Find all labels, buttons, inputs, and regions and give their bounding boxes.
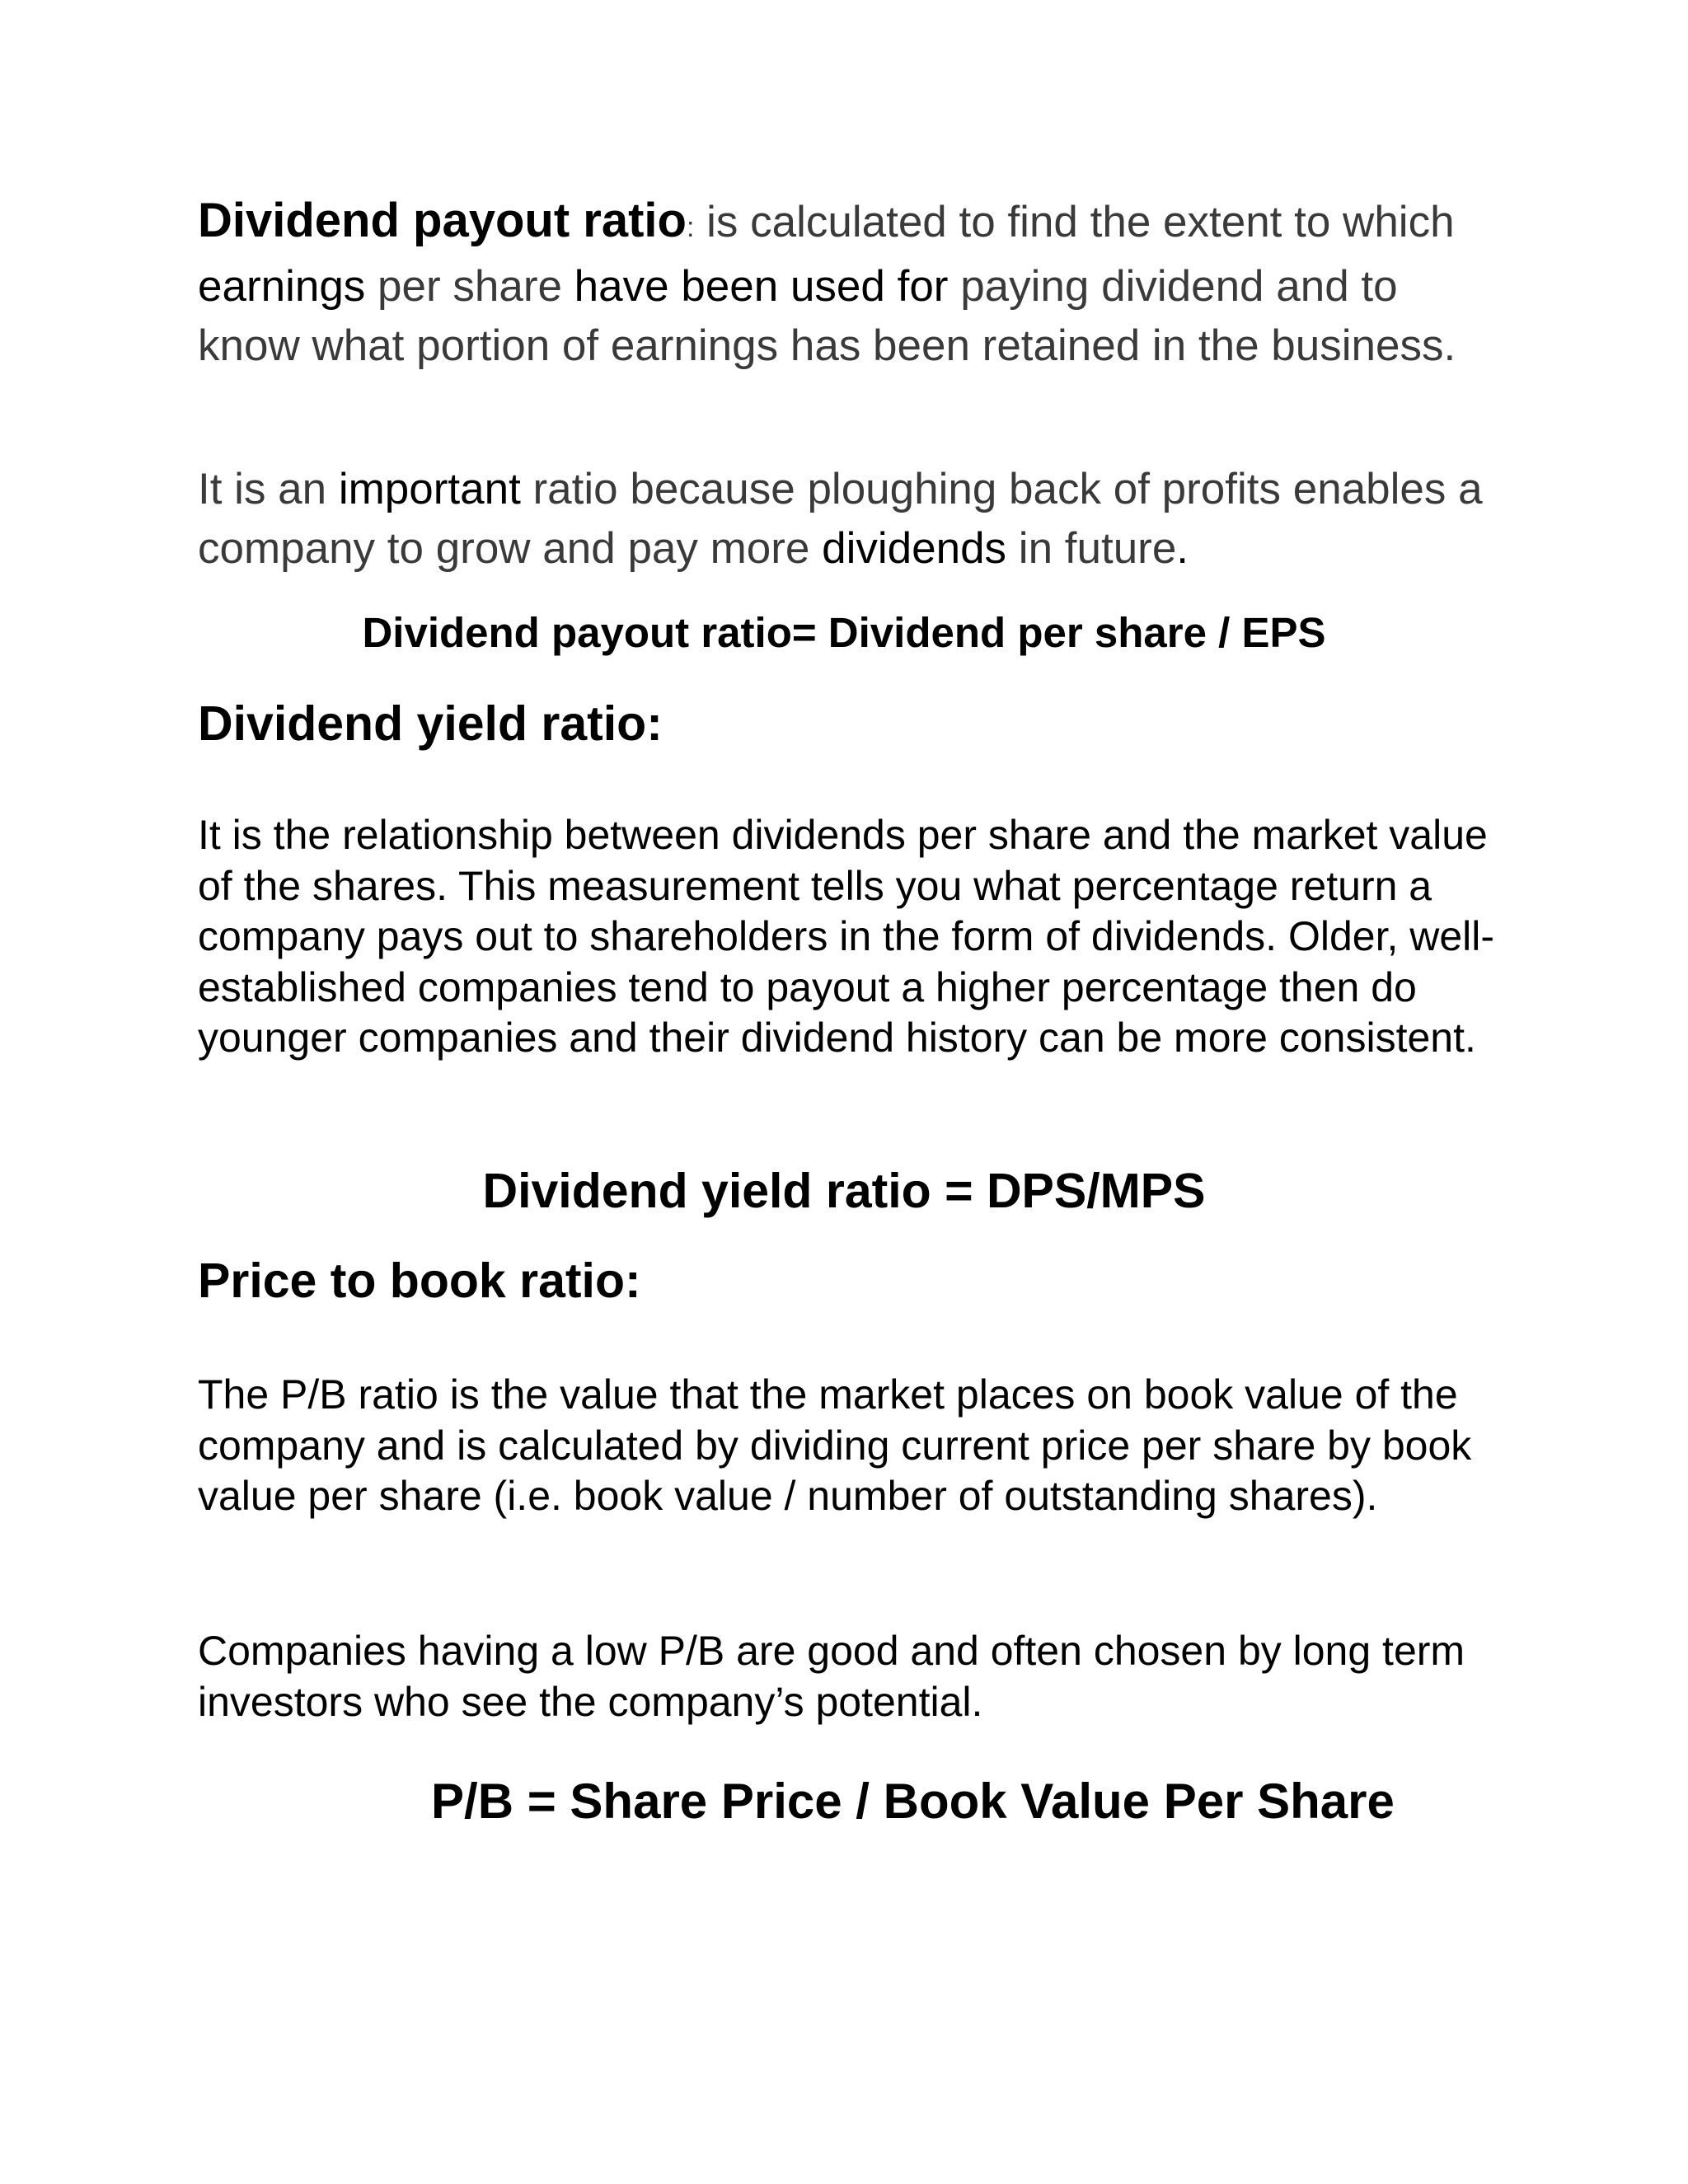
- importance-text-dark: .: [1176, 524, 1189, 573]
- importance-text: in future: [1006, 524, 1177, 573]
- definition-text: is calculated to find the extent to which: [694, 198, 1455, 246]
- definition-text: per share: [365, 262, 574, 311]
- importance-text: ratio because ploughing back of profits enables a company to grow and pay more: [198, 465, 1483, 573]
- price-to-book-formula: P/B = Share Price / Book Value Per Share: [431, 1774, 1395, 1829]
- definition-text: paying dividend and to know what portion of earnings has been retained in the business.: [198, 262, 1456, 370]
- dividend-payout-term: Dividend payout ratio: [198, 194, 687, 247]
- dividend-payout-formula: Dividend payout ratio= Dividend per share / EPS: [362, 609, 1326, 656]
- importance-text-dark: important: [338, 465, 521, 513]
- price-to-book-body: The P/B ratio is the value that the market places on book value of the company and is calculated by dividing current price per share by book value per share (i.e. book value / number of outstanding shares).: [198, 1371, 1472, 1519]
- term-colon: :: [686, 212, 695, 243]
- importance-text: It is an: [198, 465, 339, 513]
- dividend-payout-paragraph: [198, 191, 1508, 376]
- definition-text-dark: earnings: [198, 262, 366, 311]
- price-to-book-heading: Price to book ratio:: [198, 1254, 641, 1308]
- dividend-yield-formula: Dividend yield ratio = DPS/MPS: [482, 1164, 1206, 1218]
- dividend-yield-heading: Dividend yield ratio:: [198, 696, 663, 751]
- low-pb-paragraph: Companies having a low P/B are good and often chosen by long term investors who see the company’s potential.: [198, 1628, 1465, 1725]
- importance-text-dark: dividends: [822, 524, 1007, 573]
- importance-paragraph: [198, 460, 1508, 579]
- dividend-yield-body: It is the relationship between dividends per share and the market value of the shares. This measurement tells you what percentage return a company pays out to shareholders in the form of dividends. Older, well-established companies tend to payout a higher percentage then do younger companies and their dividend history can be more consistent.: [198, 812, 1495, 1061]
- definition-text-dark: have been used for: [574, 262, 949, 311]
